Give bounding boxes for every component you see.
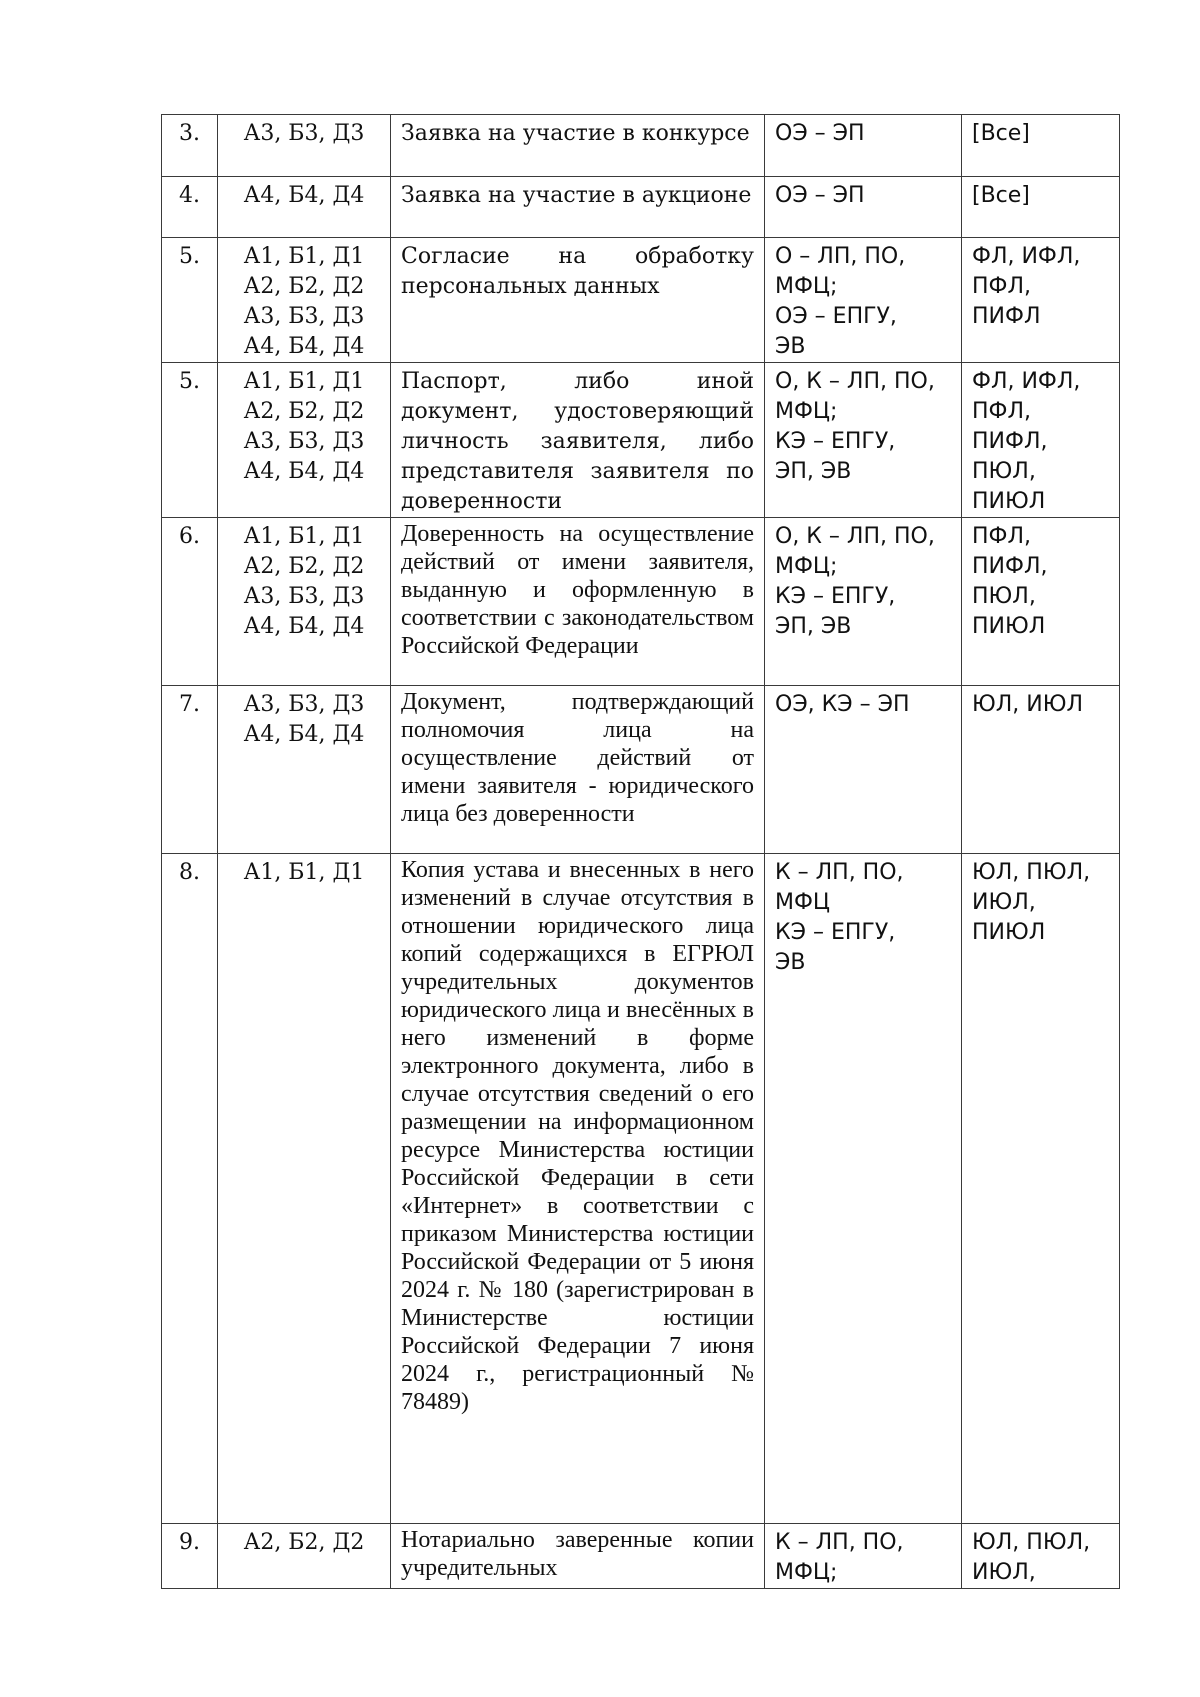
applicant-categories: ЮЛ, ПЮЛ, ИЮЛ, ПИЮЛ xyxy=(962,854,1120,1524)
row-number: 9. xyxy=(162,1524,218,1589)
applicant-categories: ЮЛ, ИЮЛ xyxy=(962,686,1120,854)
procedure-codes: А1, Б1, Д1 xyxy=(218,854,391,1524)
table-row xyxy=(162,686,1120,854)
document-name: Заявка на участие в конкурсе xyxy=(391,115,765,177)
submission-form: ОЭ, КЭ – ЭП xyxy=(765,686,962,854)
applicant-categories: ФЛ, ИФЛ, ПФЛ, ПИФЛ xyxy=(962,238,1120,363)
table-row xyxy=(162,854,1120,1524)
table-row xyxy=(162,518,1120,686)
documents-table xyxy=(161,114,1120,1589)
procedure-codes: А4, Б4, Д4 xyxy=(218,177,391,238)
row-number: 7. xyxy=(162,686,218,854)
table-row xyxy=(162,115,1120,177)
row-number: 3. xyxy=(162,115,218,177)
applicant-categories: [Все] xyxy=(962,115,1120,177)
procedure-codes: А3, Б3, Д3 xyxy=(218,115,391,177)
procedure-codes: А1, Б1, Д1 А2, Б2, Д2 А3, Б3, Д3 А4, Б4, Д4 xyxy=(218,363,391,518)
procedure-codes: А1, Б1, Д1 А2, Б2, Д2 А3, Б3, Д3 А4, Б4, Д4 xyxy=(218,238,391,363)
applicant-categories: ПФЛ, ПИФЛ, ПЮЛ, ПИЮЛ xyxy=(962,518,1120,686)
procedure-codes: А2, Б2, Д2 xyxy=(218,1524,391,1589)
row-number: 8. xyxy=(162,854,218,1524)
document-name: Доверенность на осуществление действий от имени заявителя, выданную и оформленную в соответствии с законодательством Российской Федерации xyxy=(391,518,765,686)
table-row xyxy=(162,363,1120,518)
submission-form: О, К – ЛП, ПО, МФЦ; КЭ – ЕПГУ, ЭП, ЭВ xyxy=(765,363,962,518)
procedure-codes: А3, Б3, Д3 А4, Б4, Д4 xyxy=(218,686,391,854)
submission-form: ОЭ – ЭП xyxy=(765,115,962,177)
document-name: Документ, подтверждающий полномочия лица на осуществление действий от имени заявителя - юридического лица без доверенности xyxy=(391,686,765,854)
document-name: Нотариально заверенные копии учредительных xyxy=(391,1524,765,1589)
row-number: 5. xyxy=(162,238,218,363)
document-name: Копия устава и внесенных в него изменений в случае отсутствия в отношении юридического лица копий содержащихся в ЕГРЮЛ учредительных документов юридического лица и внесённых в него изменений в форме электронного документа, либо в случае отсутствия сведений о его размещении на информационном ресурсе Министерства юстиции Российской Федерации в сети «Интернет» в соответствии с приказом Министерства юстиции Российской Федерации от 5 июня 2024 г. № 180 (зарегистрирован в Министерстве юстиции Российской Федерации 7 июня 2024 г., регистрационный № 78489) xyxy=(391,854,765,1524)
submission-form: О, К – ЛП, ПО, МФЦ; КЭ – ЕПГУ, ЭП, ЭВ xyxy=(765,518,962,686)
applicant-categories: [Все] xyxy=(962,177,1120,238)
row-number: 5. xyxy=(162,363,218,518)
table-row xyxy=(162,238,1120,363)
submission-form: О – ЛП, ПО, МФЦ; ОЭ – ЕПГУ, ЭВ xyxy=(765,238,962,363)
document-name: Паспорт, либо иной документ, удостоверяющий личность заявителя, либо представителя заявителя по доверенности xyxy=(391,363,765,518)
applicant-categories: ФЛ, ИФЛ, ПФЛ, ПИФЛ, ПЮЛ, ПИЮЛ xyxy=(962,363,1120,518)
submission-form: ОЭ – ЭП xyxy=(765,177,962,238)
applicant-categories: ЮЛ, ПЮЛ, ИЮЛ, xyxy=(962,1524,1120,1589)
row-number: 4. xyxy=(162,177,218,238)
table-row xyxy=(162,177,1120,238)
table-row xyxy=(162,1524,1120,1589)
procedure-codes: А1, Б1, Д1 А2, Б2, Д2 А3, Б3, Д3 А4, Б4, Д4 xyxy=(218,518,391,686)
submission-form: К – ЛП, ПО, МФЦ; xyxy=(765,1524,962,1589)
document-name: Заявка на участие в аукционе xyxy=(391,177,765,238)
submission-form: К – ЛП, ПО, МФЦ КЭ – ЕПГУ, ЭВ xyxy=(765,854,962,1524)
row-number: 6. xyxy=(162,518,218,686)
document-name: Согласие на обработку персональных данных xyxy=(391,238,765,363)
